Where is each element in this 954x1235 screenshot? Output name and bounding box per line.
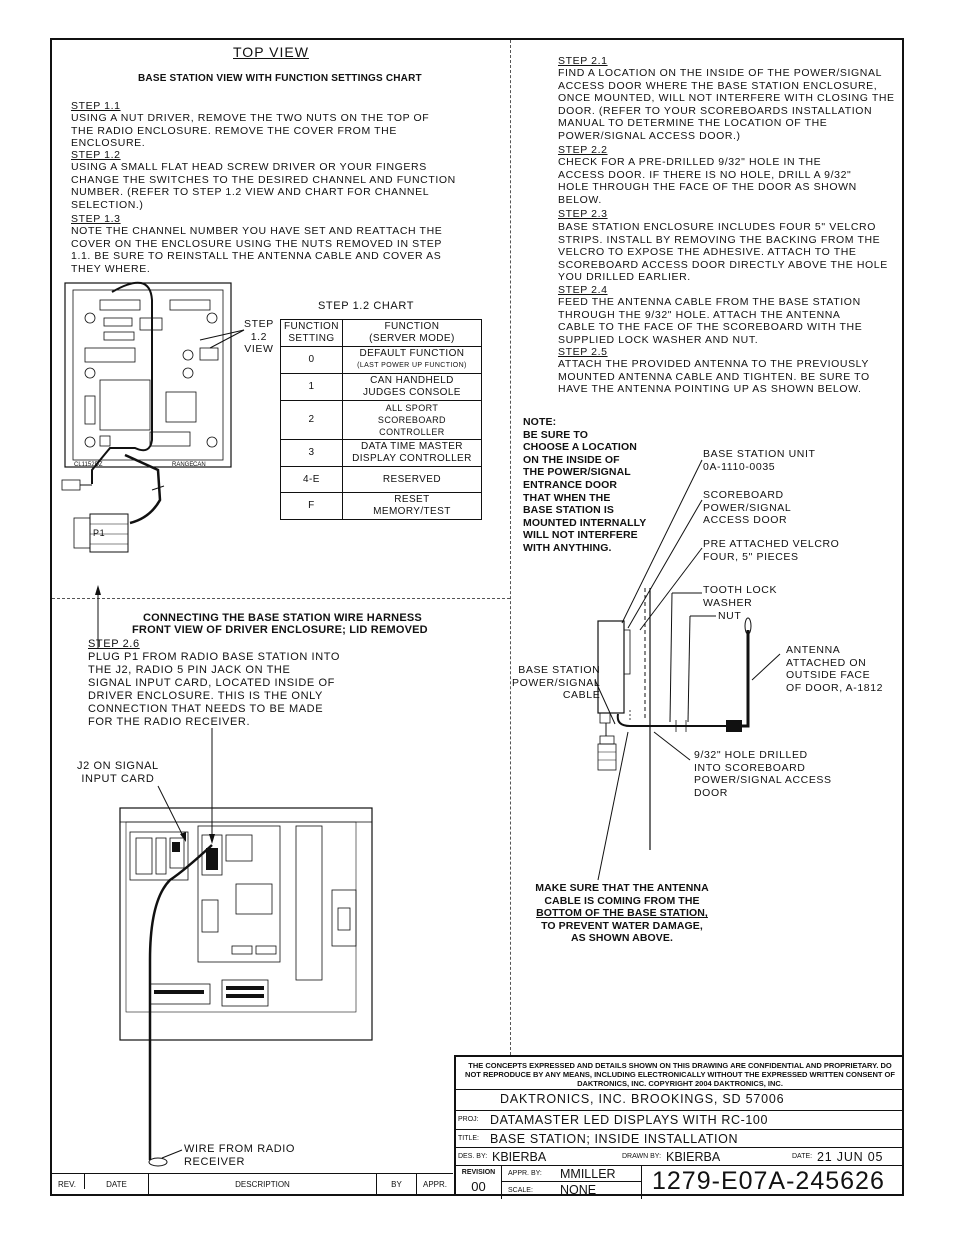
step-label: STEP 2.3 <box>558 208 608 220</box>
scale-value: NONE <box>560 1183 597 1197</box>
setting-cell: 3 <box>281 440 343 467</box>
rev-header: REV. <box>58 1180 76 1189</box>
drawing-title: BASE STATION; INSIDE INSTALLATION <box>490 1132 739 1146</box>
warning-underlined: BOTTOM OF THE BASE STATION, <box>536 907 708 920</box>
callout-nut: NUT <box>718 610 742 622</box>
table-header: FUNCTION (SERVER MODE) <box>342 320 481 347</box>
callout-antenna: ANTENNA ATTACHED ON OUTSIDE FACE OF DOOR, A-1812 <box>786 644 884 694</box>
drawing-number: 1279-E07A-245626 <box>652 1167 885 1195</box>
designer: KBIERBA <box>492 1150 547 1164</box>
water-warning <box>532 882 712 945</box>
company-row <box>456 1089 904 1109</box>
warning-text: TO PREVENT WATER DAMAGE, AS SHOWN ABOVE. <box>541 919 703 945</box>
bottom-row <box>456 1165 904 1198</box>
step-label: STEP 2.4 <box>558 284 608 296</box>
step-text: BASE STATION ENCLOSURE INCLUDES FOUR 5" VELCRO STRIPS. INSTALL BY REMOVING THE BACKING FROM THE VELCRO TO EXPOSE THE ADHESIVE. ATTACH TO THE SCOREBOARD ACCESS DOOR DIRECTLY ABOVE THE HOLE YOU DRILLED EARLIER. <box>558 221 888 284</box>
setting-cell: 2 <box>281 401 343 440</box>
step-text: USING A NUT DRIVER, REMOVE THE TWO NUTS ON THE TOP OF THE RADIO ENCLOSURE. REMOVE THE COVER FROM THE ENCLOSURE. <box>71 112 430 150</box>
chart-heading: BASE STATION VIEW WITH FUNCTION SETTINGS CHART <box>138 73 422 84</box>
wire-label: WIRE FROM RADIO RECEIVER <box>184 1143 296 1168</box>
step-label: STEP 1.3 <box>71 213 121 225</box>
revision-strip <box>52 1173 453 1195</box>
table-header: FUNCTION SETTING <box>281 320 343 347</box>
callout-base-unit: BASE STATION UNIT 0A-1110-0035 <box>703 448 816 473</box>
step-label: STEP 1.1 <box>71 100 121 112</box>
approval-cell <box>502 1166 642 1199</box>
drawing-date: 21 JUN 05 <box>817 1150 884 1164</box>
step-text: USING A SMALL FLAT HEAD SCREW DRIVER OR YOUR FINGERS CHANGE THE SWITCHES TO THE DESIRED CHANNEL AND FUNCTION NUMBER. (REFER TO STEP 1.2 VIEW AND CHART FOR CHANNEL SELECTION.) <box>71 161 456 211</box>
revision-number: 00 <box>471 1179 486 1194</box>
callout-door: SCOREBOARD POWER/SIGNAL ACCESS DOOR <box>703 489 792 527</box>
step-text: ATTACH THE PROVIDED ANTENNA TO THE PREVIOUSLY MOUNTED ANTENNA CABLE AND TIGHTEN. BE SURE TO HAVE THE ANTENNA POINTING UP AS SHOWN BELOW. <box>558 358 870 396</box>
drawn-label: DRAWN BY: <box>622 1153 662 1160</box>
callout-velcro: PRE ATTACHED VELCRO FOUR, 5" PIECES <box>703 538 840 563</box>
company-name: DAKTRONICS, INC. BROOKINGS, SD 57006 <box>500 1092 785 1106</box>
function-cell: DATA TIME MASTER DISPLAY CONTROLLER <box>342 440 481 467</box>
approved-by: MMILLER <box>560 1167 616 1181</box>
callout-washer: TOOTH LOCK WASHER <box>703 584 778 609</box>
warning-text: MAKE SURE THAT THE ANTENNA CABLE IS COMING FROM THE <box>535 882 709 907</box>
date-label: DATE: <box>792 1153 813 1160</box>
setting-cell: 1 <box>281 374 343 401</box>
board-label: CAN <box>193 462 206 468</box>
description-header: DESCRIPTION <box>148 1174 376 1195</box>
title-label: TITLE: <box>458 1135 480 1142</box>
revision-cell <box>456 1166 502 1199</box>
appr-header: APPR. <box>416 1174 453 1195</box>
function-note: (LAST POWER UP FUNCTION) <box>357 362 467 369</box>
by-header: BY <box>376 1174 416 1195</box>
step-label: STEP 2.1 <box>558 55 608 67</box>
revision-label: REVISION <box>461 1169 496 1176</box>
chart-title: STEP 1.2 CHART <box>318 300 415 312</box>
proj-label: PROJ: <box>458 1116 479 1123</box>
appr-row <box>502 1166 642 1182</box>
step-view-label: STEP 1.2 VIEW <box>244 318 274 356</box>
confidential-notice: THE CONCEPTS EXPRESSED AND DETAILS SHOWN ON THIS DRAWING ARE CONFIDENTIAL AND PROPRIETARY. DO NOT REPRODUCE BY ANY MEANS, INCLUDING ELECTRONICALLY WITHOUT THE EXPRESSED WRITTEN CONSENT OF DAKTRONICS, INC. COPYRIGHT 2004 DAKTRONICS, INC. <box>465 1061 895 1088</box>
scale-label: SCALE: <box>508 1187 533 1194</box>
des-label: DES. BY: <box>458 1153 488 1160</box>
step-label: STEP 1.2 <box>71 149 121 161</box>
board-label: RANGE <box>172 462 194 468</box>
step-label: STEP 2.6 <box>88 638 140 650</box>
designer-row <box>456 1147 904 1164</box>
setting-cell: 4-E <box>281 467 343 493</box>
function-cell: CAN HANDHELD JUDGES CONSOLE <box>342 374 481 401</box>
step-label: STEP 2.2 <box>558 144 608 156</box>
project-name: DATAMASTER LED DISPLAYS WITH RC-100 <box>490 1113 768 1127</box>
step-text: CHECK FOR A PRE-DRILLED 9/32" HOLE IN THE ACCESS DOOR. IF THERE IS NO HOLE, DRILL A 9/32" HOLE THROUGH THE FACE OF THE DOOR AS SHOWN BELOW. <box>558 156 857 206</box>
project-row <box>456 1110 904 1128</box>
function-cell: RESET MEMORY/TEST <box>342 493 481 520</box>
install-note: NOTE: BE SURE TO CHOOSE A LOCATION ON THE INSIDE OF THE POWER/SIGNAL ENTRANCE DOOR THAT WHEN THE BASE STATION IS MOUNTED INTERNALLY WILL NOT INTERFERE WITH ANYTHING. <box>523 416 647 554</box>
step-label: STEP 2.5 <box>558 346 608 358</box>
callout-hole: 9/32" HOLE DRILLED INTO SCOREBOARD POWER/SIGNAL ACCESS DOOR <box>694 749 832 799</box>
board-label: CL1152DZ <box>74 462 103 468</box>
setting-cell: 0 <box>281 347 343 374</box>
appr-label: APPR. BY: <box>508 1170 542 1177</box>
harness-subtitle: FRONT VIEW OF DRIVER ENCLOSURE; LID REMOVED <box>132 624 428 636</box>
j2-label: J2 ON SIGNAL INPUT CARD <box>77 760 159 785</box>
title-row <box>456 1129 904 1146</box>
function-text: DEFAULT FUNCTION <box>359 348 465 359</box>
top-view-title: TOP VIEW <box>233 44 309 60</box>
step-text: PLUG P1 FROM RADIO BASE STATION INTO THE J2, RADIO 5 PIN JACK ON THE SIGNAL INPUT CARD, LOCATED INSIDE OF DRIVER ENCLOSURE. THIS IS THE ONLY CONNECTION THAT NEEDS TO BE MADE FOR THE RADIO RECEIVER. <box>88 651 341 728</box>
callout-cable: BASE STATION POWER/SIGNAL CABLE <box>512 664 601 702</box>
step-text: FEED THE ANTENNA CABLE FROM THE BASE STATION THROUGH THE 9/32" HOLE. ATTACH THE ANTENNA CABLE TO THE FACE OF THE SCOREBOARD WITH THE SUPPLIED LOCK WASHER AND NUT. <box>558 296 863 346</box>
date-header: DATE <box>84 1174 148 1189</box>
setting-cell: F <box>281 493 343 520</box>
p1-label: P1 <box>93 528 106 538</box>
step-text: FIND A LOCATION ON THE INSIDE OF THE POWER/SIGNAL ACCESS DOOR WHERE THE BASE STATION ENCLOSURE, ONCE MOUNTED, WILL NOT INTERFERE WITH CLOSING THE DOOR. (REFER TO YOUR SCOREBOARDS INSTALLATION MANUAL TO DETERMINE THE LOCATION OF THE POWER/SIGNAL ACCESS DOOR.) <box>558 67 895 142</box>
title-block <box>454 1055 904 1196</box>
function-cell: RESERVED <box>342 467 481 493</box>
drawn-by: KBIERBA <box>666 1150 721 1164</box>
harness-title: CONNECTING THE BASE STATION WIRE HARNESS <box>143 612 422 624</box>
step-text: NOTE THE CHANNEL NUMBER YOU HAVE SET AND REATTACH THE COVER ON THE ENCLOSURE USING THE NUTS REMOVED IN STEP 1.1. BE SURE TO REINSTALL THE ANTENNA CABLE AND COVER AS THEY WHERE. <box>71 225 443 275</box>
function-cell: ALL SPORT SCOREBOARD CONTROLLER <box>342 401 481 440</box>
